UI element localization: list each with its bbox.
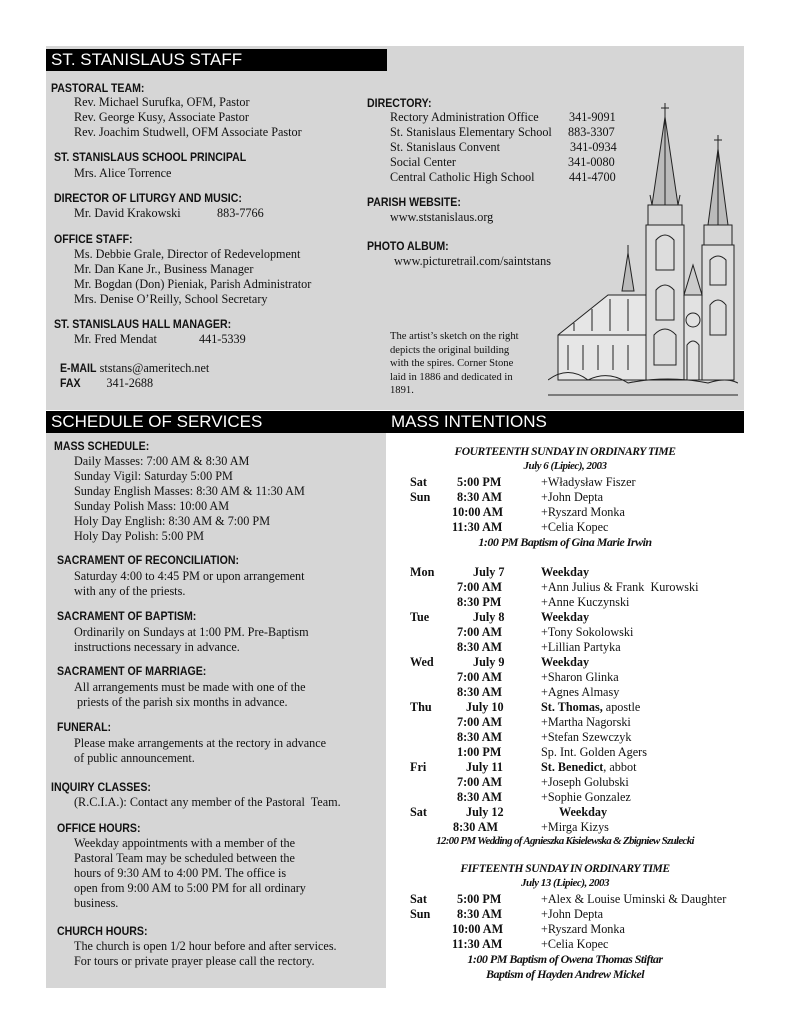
pastoral-team-list [74, 95, 302, 140]
fax-label: FAX [60, 378, 81, 390]
album-link[interactable]: www.picturetrail.com/saintstans [394, 254, 551, 268]
pastoral-team-member: Rev. Michael Surufka, OFM, Pastor [74, 95, 250, 109]
day-header-row: Thu July 10 St. Thomas, apostle [410, 700, 641, 714]
office-staff-member: Mrs. Denise O’Reilly, School Secretary [74, 292, 268, 306]
week2-note: Baptism of Hayden Andrew Mickel [485, 967, 645, 981]
baptism-text: Ordinarily on Sundays at 1:00 PM. Pre-Baptism instructions necessary in advance. [74, 625, 309, 654]
email-address[interactable]: ststans@ameritech.net [99, 361, 210, 375]
intention-row: 8:30 AM +Sophie Gonzalez [457, 790, 631, 804]
principal-name: Mrs. Alice Torrence [74, 166, 172, 180]
mass-schedule-line: Sunday Polish Mass: 10:00 AM [74, 499, 230, 513]
inquiry-text: (R.C.I.A.): Contact any member of the Pastoral Team. [74, 795, 341, 809]
pastoral-team-heading: PASTORAL TEAM: [51, 83, 145, 95]
intention-row: 8:30 AM +Stefan Szewczyk [457, 730, 632, 744]
day-header-row: Tue July 8 Weekday [410, 610, 590, 624]
album-heading: PHOTO ALBUM: [367, 241, 449, 253]
intentions-banner: MASS INTENTIONS [386, 411, 744, 433]
office-hours-heading: OFFICE HOURS: [57, 823, 141, 835]
intention-row: 11:30 AM +Celia Kopec [452, 937, 609, 951]
intention-row: Sat 5:00 PM +Alex & Louise Uminski & Daughter [410, 892, 727, 906]
week1-note: 1:00 PM Baptism of Gina Marie Irwin [478, 535, 652, 549]
principal-heading: ST. STANISLAUS SCHOOL PRINCIPAL [54, 152, 247, 164]
intention-row: 1:00 PM Sp. Int. Golden Agers [457, 745, 647, 759]
intention-row: Sun 8:30 AM +John Depta [410, 490, 604, 504]
intention-row: Sun 8:30 AM +John Depta [410, 907, 604, 921]
reconciliation-heading: SACRAMENT OF RECONCILIATION: [57, 555, 240, 567]
week2-note: 1:00 PM Baptism of Owena Thomas Stiftar [467, 952, 663, 966]
website-link[interactable]: www.ststanislaus.org [390, 210, 494, 224]
day-header-row: Mon July 7 Weekday [410, 565, 590, 579]
week1-title: FOURTEENTH SUNDAY IN ORDINARY TIME [454, 445, 676, 458]
intention-row: Sat 5:00 PM +Władysław Fiszer [410, 475, 636, 489]
directory-entry: St. Stanislaus Convent 341-0934 [390, 140, 617, 154]
office-staff-list [74, 247, 311, 307]
marriage-text: All arrangements must be made with one of the priests of the parish six months in advance. [74, 680, 306, 709]
intention-row: 8:30 PM +Anne Kuczynski [457, 595, 630, 609]
website-heading: PARISH WEBSITE: [367, 197, 461, 209]
reconciliation-text: Saturday 4:00 to 4:45 PM or upon arrangement with any of the priests. [74, 569, 305, 598]
church-sketch-image [548, 95, 738, 400]
week2-date: July 13 (Lipiec), 2003 [521, 877, 609, 889]
office-staff-member: Mr. Bogdan (Don) Pieniak, Parish Administrator [74, 277, 312, 291]
hall-manager-heading: ST. STANISLAUS HALL MANAGER: [54, 319, 232, 331]
inquiry-heading: INQUIRY CLASSES: [51, 782, 151, 794]
mass-schedule-line: Daily Masses: 7:00 AM & 8:30 AM [74, 454, 250, 468]
intention-row: 7:00 AM +Joseph Golubski [457, 775, 629, 789]
intention-row: 7:00 AM +Martha Nagorski [457, 715, 631, 729]
hall-manager-phone: 441-5339 [199, 332, 246, 346]
directory-entry: Central Catholic High School 441-4700 [390, 170, 616, 184]
liturgy-heading: DIRECTOR OF LITURGY AND MUSIC: [54, 193, 242, 205]
funeral-text: Please make arrangements at the rectory in advance of public announcement. [74, 736, 327, 765]
funeral-heading: FUNERAL: [57, 722, 112, 734]
pastoral-team-member: Rev. George Kusy, Associate Pastor [74, 110, 249, 124]
mass-schedule-line: Holy Day Polish: 5:00 PM [74, 529, 205, 543]
directory-heading: DIRECTORY: [367, 98, 432, 110]
mass-schedule-line: Sunday Vigil: Saturday 5:00 PM [74, 469, 233, 483]
intention-row: 8:30 AM +Agnes Almasy [457, 685, 620, 699]
liturgy-director-phone: 883-7766 [217, 206, 264, 220]
fax-line [60, 374, 153, 392]
mass-schedule-line: Holy Day English: 8:30 AM & 7:00 PM [74, 514, 271, 528]
office-staff-member: Ms. Debbie Grale, Director of Redevelopment [74, 247, 301, 261]
mass-schedule-line: Sunday English Masses: 8:30 AM & 11:30 AM [74, 484, 305, 498]
office-hours-text: Weekday appointments with a member of the Pastoral Team may be scheduled between the hours of 9:30 AM to 4:00 PM. The office is open from 9:00 AM to 5:00 PM for all ordinary business. [74, 836, 306, 910]
intention-row: 10:00 AM +Ryszard Monka [452, 505, 625, 519]
staff-banner: ST. STANISLAUS STAFF [46, 49, 387, 71]
wedding-note: 12:00 PM Wedding of Agnieszka Kisielewska & Zbigniew Szulecki [436, 835, 694, 847]
day-header-row: Wed July 9 Weekday [410, 655, 590, 669]
intention-row: 8:30 AM +Lillian Partyka [457, 640, 621, 654]
church-hours-text: The church is open 1/2 hour before and after services. For tours or private prayer please call the rectory. [74, 939, 337, 968]
baptism-heading: SACRAMENT OF BAPTISM: [57, 611, 197, 623]
office-staff-heading: OFFICE STAFF: [54, 234, 133, 246]
church-hours-heading: CHURCH HOURS: [57, 926, 148, 938]
directory-entry: Social Center 341-0080 [390, 155, 615, 169]
marriage-heading: SACRAMENT OF MARRIAGE: [57, 666, 207, 678]
sketch-caption: The artist’s sketch on the right depicts the original building with the spires. Corner Stone laid in 1886 and dedicated in 1891. [390, 331, 519, 397]
intention-row: 7:00 AM +Sharon Glinka [457, 670, 619, 684]
week1-date: July 6 (Lipiec), 2003 [523, 460, 607, 472]
office-staff-member: Mr. Dan Kane Jr., Business Manager [74, 262, 254, 276]
intention-row: 8:30 AM +Mirga Kizys [453, 820, 609, 834]
day-header-row: Sat July 12 Weekday [410, 805, 608, 819]
intention-row: 10:00 AM +Ryszard Monka [452, 922, 625, 936]
hall-manager-name: Mr. Fred Mendat [74, 332, 157, 346]
intention-row: 11:30 AM +Celia Kopec [452, 520, 609, 534]
directory-entry: St. Stanislaus Elementary School 883-3307 [390, 125, 615, 139]
day-header-row: Fri July 11 St. Benedict, abbot [410, 760, 637, 774]
pastoral-team-member: Rev. Joachim Studwell, OFM Associate Pastor [74, 125, 302, 139]
intention-row: 7:00 AM +Ann Julius & Frank Kurowski [457, 580, 699, 594]
email-label: E-MAIL [60, 363, 97, 375]
services-banner: SCHEDULE OF SERVICES [46, 411, 386, 433]
fax-number: 341-2688 [106, 376, 154, 390]
directory-entry: Rectory Administration Office 341-9091 [390, 110, 616, 124]
mass-schedule-heading: MASS SCHEDULE: [54, 441, 150, 453]
liturgy-director-name: Mr. David Krakowski [74, 206, 181, 220]
intention-row: 7:00 AM +Tony Sokolowski [457, 625, 634, 639]
week2-title: FIFTEENTH SUNDAY IN ORDINARY TIME [460, 862, 670, 875]
